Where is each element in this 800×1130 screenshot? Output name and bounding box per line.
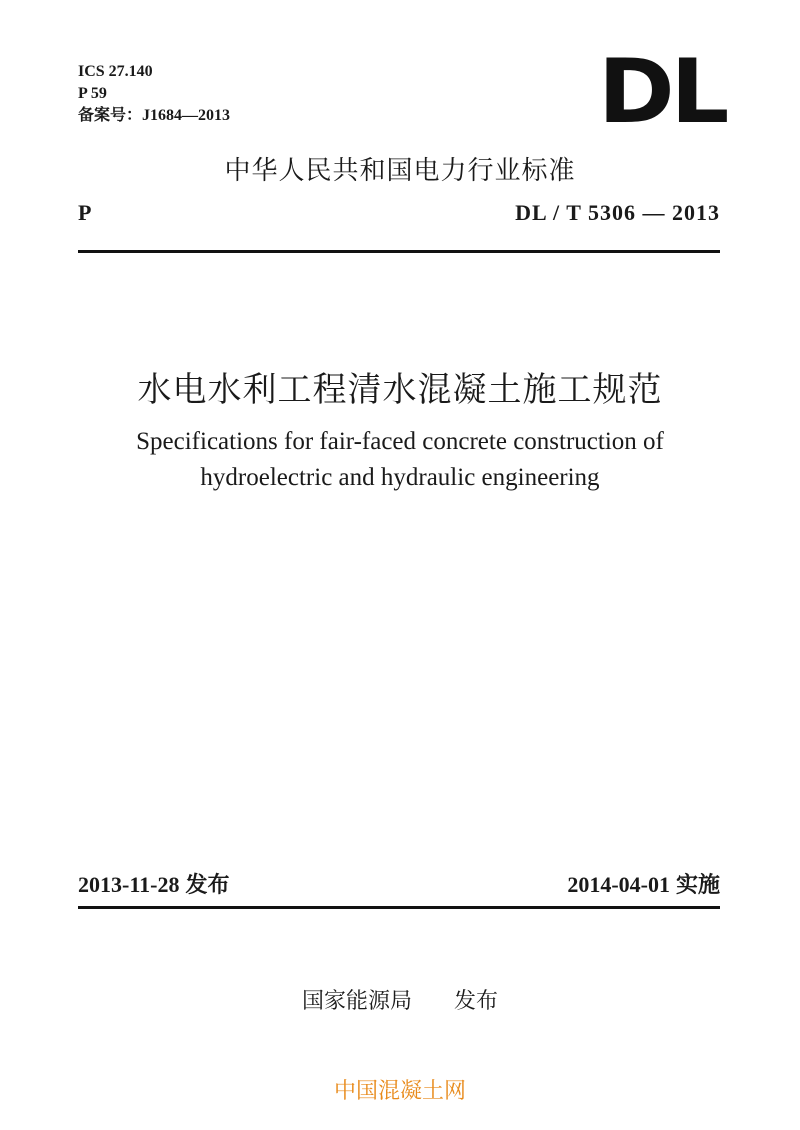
document-title-chinese: 水电水利工程清水混凝土施工规范 xyxy=(137,370,663,410)
record-number: 备案号：J1684—2013 xyxy=(78,107,231,124)
watermark-text: 中国混凝土网 xyxy=(333,1079,466,1104)
publisher-name: 国家能源局 xyxy=(301,989,412,1014)
dl-logo: DL xyxy=(598,40,726,143)
issue-label: 发布 xyxy=(185,873,230,898)
effective-label: 实施 xyxy=(675,873,720,898)
document-title-english-line2: hydroelectric and hydraulic engineering xyxy=(200,464,600,491)
publisher-line xyxy=(0,984,800,1015)
issue-date: 2013-11-28 xyxy=(78,872,180,897)
category-letter: P xyxy=(78,200,92,225)
bottom-divider xyxy=(78,906,720,909)
standard-number: DL / T 5306 — 2013 xyxy=(515,200,720,225)
publisher-action: 发布 xyxy=(454,989,499,1014)
issue-date-block xyxy=(78,868,229,899)
effective-date: 2014-04-01 xyxy=(567,872,670,897)
effective-date-block xyxy=(567,868,720,899)
industry-standard-title: 中华人民共和国电力行业标准 xyxy=(224,156,576,186)
top-divider xyxy=(78,250,720,253)
ics-code: ICS 27.140 xyxy=(78,63,153,80)
document-title-english-line1: Specifications for fair-faced concrete construction of xyxy=(136,428,664,455)
category-code: P 59 xyxy=(78,85,107,102)
